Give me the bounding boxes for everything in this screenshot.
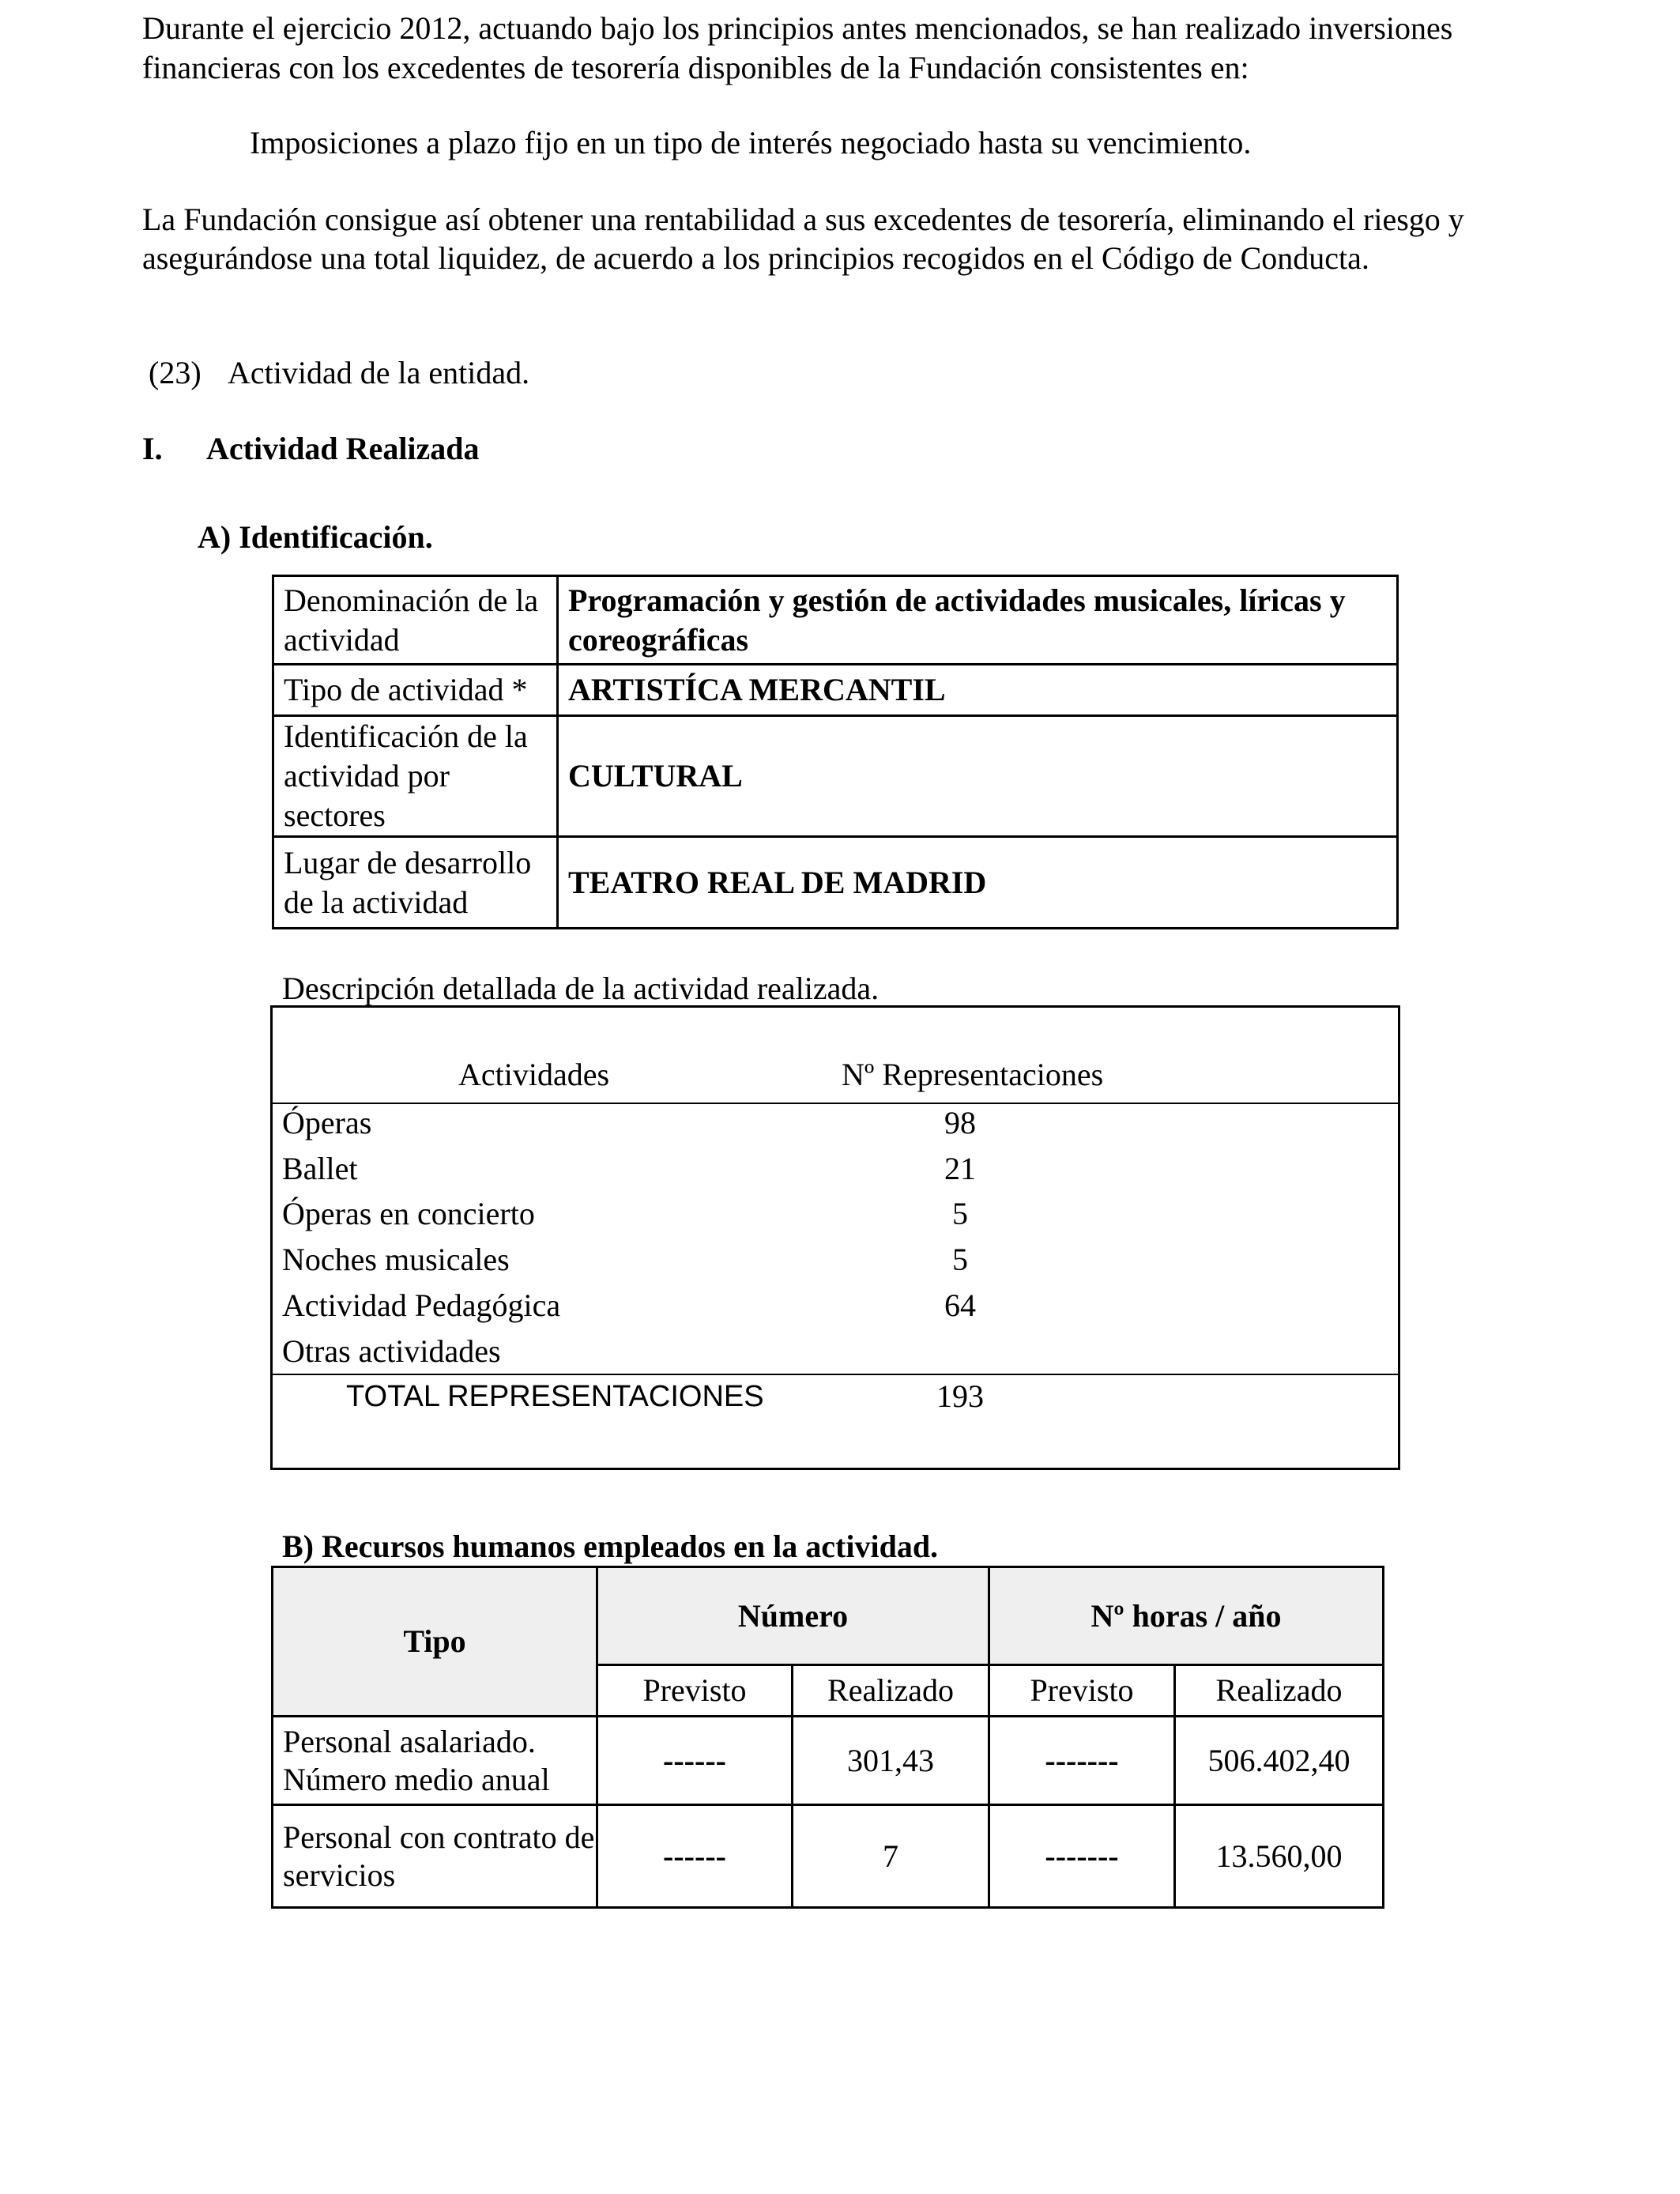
total-value: 193 bbox=[936, 1378, 984, 1414]
id-value: Programación y gestión de actividades musicales, líricas y coreográficas bbox=[558, 576, 1398, 665]
hr-horas-realizado: 506.402,40 bbox=[1175, 1717, 1384, 1805]
hr-horas-realizado: 13.560,00 bbox=[1175, 1805, 1384, 1908]
col-header-representaciones: Nº Representaciones bbox=[842, 1057, 1104, 1092]
table-row bbox=[273, 1805, 1384, 1908]
activities-table bbox=[270, 1005, 1400, 1470]
hr-num-realizado: 301,43 bbox=[793, 1717, 989, 1805]
table-row bbox=[273, 576, 1398, 665]
hr-num-previsto: ------ bbox=[597, 1805, 793, 1908]
identification-table bbox=[272, 575, 1399, 929]
activity-name: Noches musicales bbox=[282, 1242, 510, 1277]
id-label: Denominación de la actividad bbox=[273, 576, 558, 665]
hr-horas-previsto: ------- bbox=[989, 1717, 1175, 1805]
sub-header-previsto: Previsto bbox=[989, 1665, 1175, 1717]
hr-table bbox=[271, 1566, 1384, 1909]
col-header-numero: Número bbox=[597, 1567, 989, 1665]
hr-title: B) Recursos humanos empleados en la actividad. bbox=[282, 1529, 939, 1564]
activity-name: Actividad Pedagógica bbox=[282, 1287, 561, 1323]
table-row bbox=[273, 1567, 1384, 1665]
id-value: TEATRO REAL DE MADRID bbox=[558, 837, 1398, 929]
sub-header-realizado: Realizado bbox=[1175, 1665, 1384, 1717]
subheading-identificacion: A) Identificación. bbox=[198, 519, 433, 555]
intro-line-1: Durante el ejercicio 2012, actuando bajo los principios antes mencionados, se han realizado inversiones bbox=[142, 10, 1453, 46]
activity-name: Óperas bbox=[282, 1105, 372, 1140]
intro-line-2: financieras con los excedentes de tesorería disponibles de la Fundación consistentes en: bbox=[142, 50, 1249, 85]
para2-line-2: asegurándose una total liquidez, de acuerdo a los principios recogidos en el Código de Conducta. bbox=[142, 240, 1369, 276]
id-label: Lugar de desarrollo de la actividad bbox=[273, 837, 558, 929]
sub-header-previsto: Previsto bbox=[597, 1665, 793, 1717]
total-divider bbox=[273, 1374, 1398, 1375]
activity-count: 5 bbox=[952, 1242, 968, 1277]
hr-num-previsto: ------ bbox=[597, 1717, 793, 1805]
table-row bbox=[273, 716, 1398, 837]
id-label: Tipo de actividad * bbox=[273, 665, 558, 716]
activity-name: Ballet bbox=[282, 1151, 358, 1186]
activity-count: 5 bbox=[952, 1196, 968, 1231]
intro-indented-item: Imposiciones a plazo fijo en un tipo de interés negociado hasta su vencimiento. bbox=[250, 125, 1252, 160]
hr-row-tipo: Personal con contrato de servicios bbox=[273, 1805, 597, 1908]
col-header-horas: Nº horas / año bbox=[989, 1567, 1384, 1665]
heading-actividad-realizada: Actividad Realizada bbox=[206, 431, 480, 466]
header-divider bbox=[273, 1103, 1398, 1104]
id-value: ARTISTÍCA MERCANTIL bbox=[558, 665, 1398, 716]
col-header-actividades: Actividades bbox=[458, 1057, 610, 1092]
activity-name: Otras actividades bbox=[282, 1333, 501, 1369]
activity-name: Óperas en concierto bbox=[282, 1196, 535, 1231]
hr-num-realizado: 7 bbox=[793, 1805, 989, 1908]
id-value: CULTURAL bbox=[558, 716, 1398, 837]
activity-count: 64 bbox=[944, 1287, 976, 1323]
col-header-tipo: Tipo bbox=[273, 1567, 597, 1717]
table-row bbox=[273, 665, 1398, 716]
total-label: TOTAL REPRESENTACIONES bbox=[346, 1380, 764, 1413]
hr-row-tipo: Personal asalariado. Número medio anual bbox=[273, 1717, 597, 1805]
para2-line-1: La Fundación consigue así obtener una rentabilidad a sus excedentes de tesorería, eliminando el riesgo y bbox=[142, 202, 1464, 237]
section-title: Actividad de la entidad. bbox=[228, 355, 530, 390]
section-number: (23) bbox=[149, 355, 202, 390]
hr-horas-previsto: ------- bbox=[989, 1805, 1175, 1908]
sub-header-realizado: Realizado bbox=[793, 1665, 989, 1717]
table-row bbox=[273, 837, 1398, 929]
activities-caption: Descripción detallada de la actividad realizada. bbox=[282, 971, 880, 1006]
activity-count: 21 bbox=[944, 1151, 976, 1186]
activity-count: 98 bbox=[944, 1105, 976, 1140]
table-row bbox=[273, 1717, 1384, 1805]
id-label: Identificación de la actividad por sectores bbox=[273, 716, 558, 837]
roman-numeral: I. bbox=[142, 431, 163, 466]
